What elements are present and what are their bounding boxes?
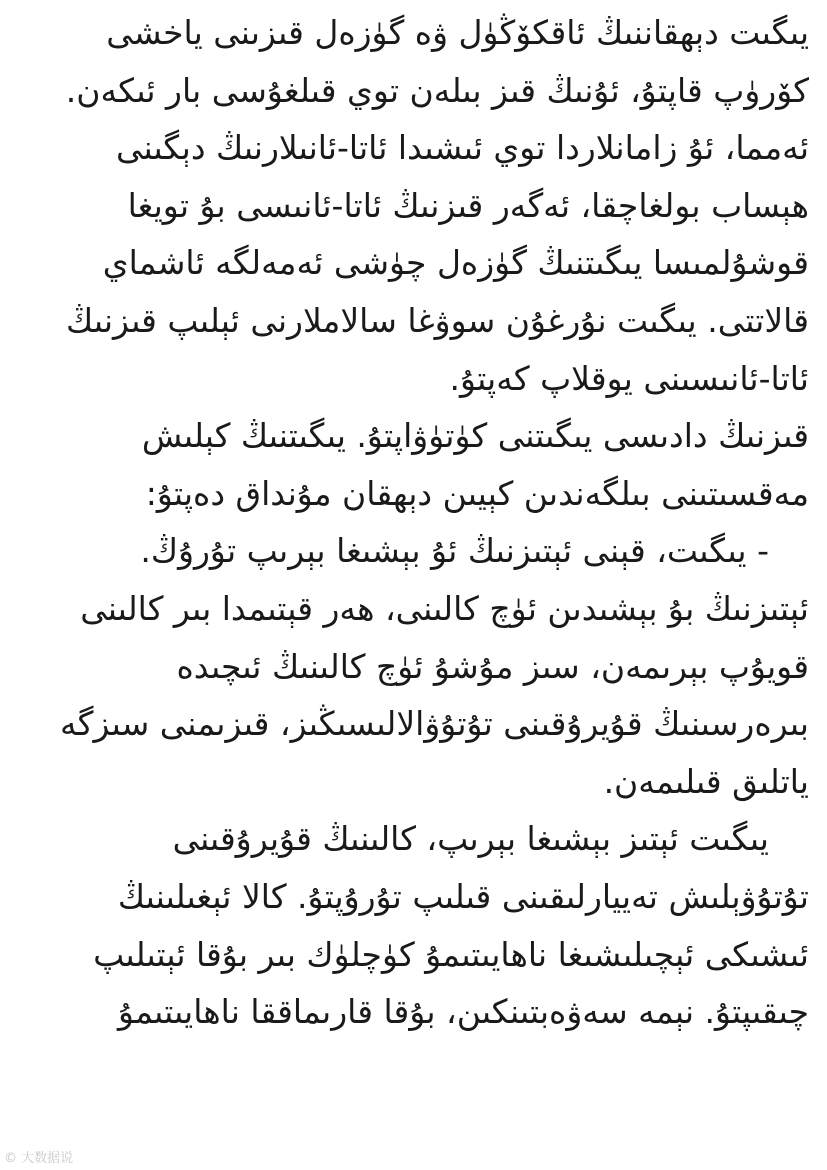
text-line-9: مەقسىتىنى بىلگەندىن كېيىن دېھقان مۇنداق دەپتۇ: — [145, 473, 809, 513]
text-line-7: ئاتا-ئانىسىنى يوقلاپ كەپتۇ. — [449, 358, 809, 398]
text-line-1: يىگىت دېھقاننىڭ ئاقكۆڭۈل ۋە گۈزەل قىزىنى ياخشى — [106, 13, 809, 52]
text-line-11: ئېتىزنىڭ بۇ بېشىدىن ئۈچ كالىنى، ھەر قېتىمدا بىر كالىنى — [80, 588, 809, 628]
text-line-16: تۇتۇۋېلىش تەييارلىقىنى قىلىپ تۇرۇپتۇ. كالا ئېغىلىنىڭ — [117, 876, 809, 916]
text-line-14: ياتلىق قىلىمەن. — [603, 761, 809, 801]
text-line-2: كۆرۈپ قاپتۇ، ئۇنىڭ قىز بىلەن توي قىلغۇسى بار ئىكەن. — [65, 70, 809, 110]
text-line-3: ئەمما، ئۇ زامانلاردا توي ئىشىدا ئاتا-ئانىلارنىڭ دېگىنى — [116, 128, 809, 168]
text-line-13: بىرەرسىنىڭ قۇيرۇقىنى تۇتۇۋالالىسىڭىز، قىزىمنى سىزگە — [60, 704, 809, 744]
document-page — [18, 4, 809, 1170]
text-line-17: ئىشىكى ئېچىلىشىغا ناھايىتىمۇ كۈچلۈك بىر بۇقا ئېتىلىپ — [93, 934, 809, 974]
text-line-6: قالاتتى. يىگىت نۇرغۇن سوۋغا سالاملارنى ئېلىپ قىزنىڭ — [66, 300, 809, 340]
text-line-15: يىگىت ئېتىز بېشىغا بېرىپ، كالىنىڭ قۇيرۇقىنى — [172, 819, 769, 859]
text-line-4: ھېساب بولغاچقا، ئەگەر قىزنىڭ ئاتا-ئانىسى بۇ تويغا — [127, 185, 809, 225]
text-line-10: - يىگىت، قېنى ئېتىزنىڭ ئۇ بېشىغا بېرىپ تۇرۇڭ. — [140, 531, 769, 571]
watermark: © 大数据说 — [4, 1151, 74, 1166]
text-line-18: چىقىپتۇ. نېمە سەۋەبتىنكىن، بۇقا قارىماققا ناھايىتىمۇ — [118, 992, 809, 1032]
text-line-8: قىزنىڭ دادىسى يىگىتنى كۈتۈۋاپتۇ. يىگىتنىڭ كېلىش — [141, 416, 809, 456]
text-line-12: قويۇپ بېرىمەن، سىز مۇشۇ ئۈچ كالىنىڭ ئىچىدە — [176, 646, 809, 686]
text-line-5: قوشۇلمىسا يىگىتنىڭ گۈزەل چۈشى ئەمەلگە ئاشماي — [102, 243, 809, 283]
